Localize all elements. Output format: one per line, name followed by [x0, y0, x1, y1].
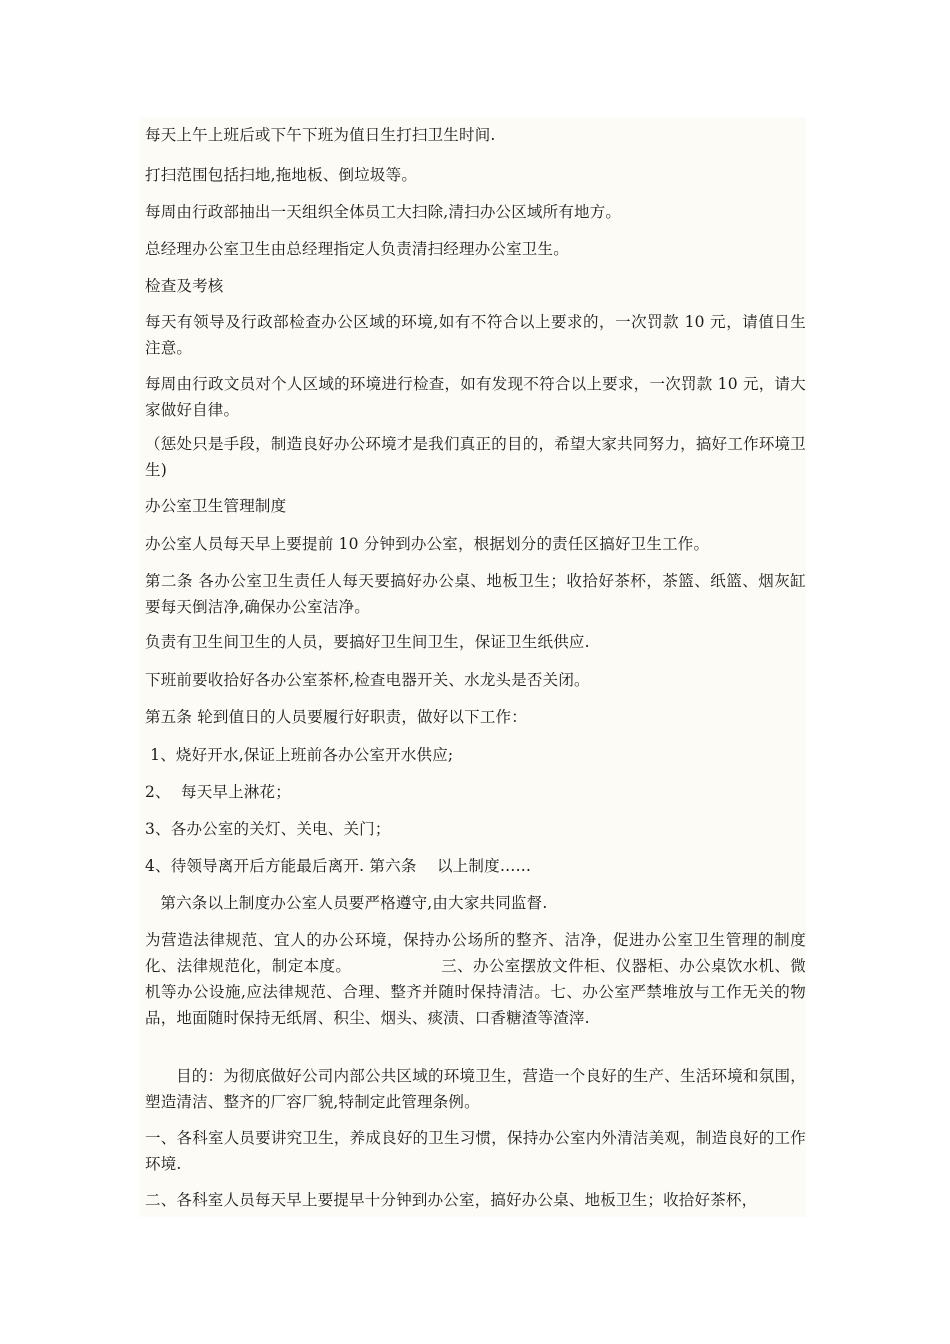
paragraph-1: 每天上午上班后或下午下班为值日生打扫卫生时间.: [145, 126, 496, 144]
paragraph-7: 每周由行政文员对个人区域的环境进行检查，如有发现不符合以上要求，一次罚款 10 元，请大家做好自律。: [145, 375, 806, 419]
section-heading-office-hygiene: 办公室卫生管理制度: [145, 497, 287, 515]
document-body: [139, 117, 806, 1217]
paragraph-23: 二、各科室人员每天早上要提早十分钟到办公室，搞好办公桌、地板卫生；收拾好茶杯，: [145, 1191, 758, 1209]
paragraph-19: 第六条以上制度办公室人员要严格遵守,由大家共同监督.: [145, 894, 548, 912]
list-item-1: 1、烧好开水,保证上班前各办公室开水供应;: [145, 746, 454, 764]
list-item-4: 4、待领导离开后方能最后离开. 第六条 以上制度……: [145, 857, 532, 875]
list-item-3: 3、各办公室的关灯、关电、关门；: [145, 820, 391, 838]
paragraph-20: 为营造法律规范、宜人的办公环境，保持办公场所的整齐、洁净，促进办公室卫生管理的制度化、法律规范化，制定本度。 三、办公室摆放文件柜、仪器柜、办公桌饮水机、微机等办公设施,应法律规范、合理、整齐并随时保持清洁。七、办公室严禁堆放与工作无关的物品，地面随时保持无纸屑、积尘、烟头、痰渍、口香糖渣等渣滓.: [145, 931, 806, 1027]
paragraph-11: 第二条 各办公室卫生责任人每天要搞好办公桌、地板卫生；收拾好茶杯，茶篮、纸篮、烟灰缸要每天倒洁净,确保办公室洁净。: [145, 572, 806, 616]
paragraph-22: 一、各科室人员要讲究卫生，养成良好的卫生习惯，保持办公室内外清洁美观，制造良好的工作环境.: [145, 1129, 806, 1173]
paragraph-13: 下班前要收拾好各办公室茶杯,检查电器开关、水龙头是否关闭。: [145, 671, 590, 689]
paragraph-2: 打扫范围包括扫地,拖地板、倒垃圾等。: [145, 166, 418, 184]
paragraph-21: 目的：为彻底做好公司内部公共区域的环境卫生，营造一个良好的生产、生活环境和氛围，塑造清洁、整齐的厂容厂貌,特制定此管理条例。: [145, 1067, 806, 1111]
paragraph-8: （惩处只是手段，制造良好办公环境才是我们真正的目的，希望大家共同努力，搞好工作环境卫生): [145, 435, 806, 479]
section-heading-inspection: 检查及考核: [145, 277, 224, 295]
paragraph-4: 总经理办公室卫生由总经理指定人负责清扫经理办公室卫生。: [145, 240, 569, 258]
paragraph-6: 每天有领导及行政部检查办公区域的环境,如有不符合以上要求的，一次罚款 10 元，请值日生注意。: [145, 313, 806, 357]
paragraph-3: 每周由行政部抽出一天组织全体员工大扫除,清扫办公区域所有地方。: [145, 203, 622, 221]
list-item-2: 2、 每天早上淋花；: [145, 783, 291, 801]
paragraph-10: 办公室人员每天早上要提前 10 分钟到办公室，根据划分的责任区搞好卫生工作。: [145, 535, 710, 553]
paragraph-12: 负责有卫生间卫生的人员，要搞好卫生间卫生，保证卫生纸供应.: [145, 633, 590, 651]
paragraph-14: 第五条 轮到值日的人员要履行好职责，做好以下工作：: [145, 708, 527, 726]
